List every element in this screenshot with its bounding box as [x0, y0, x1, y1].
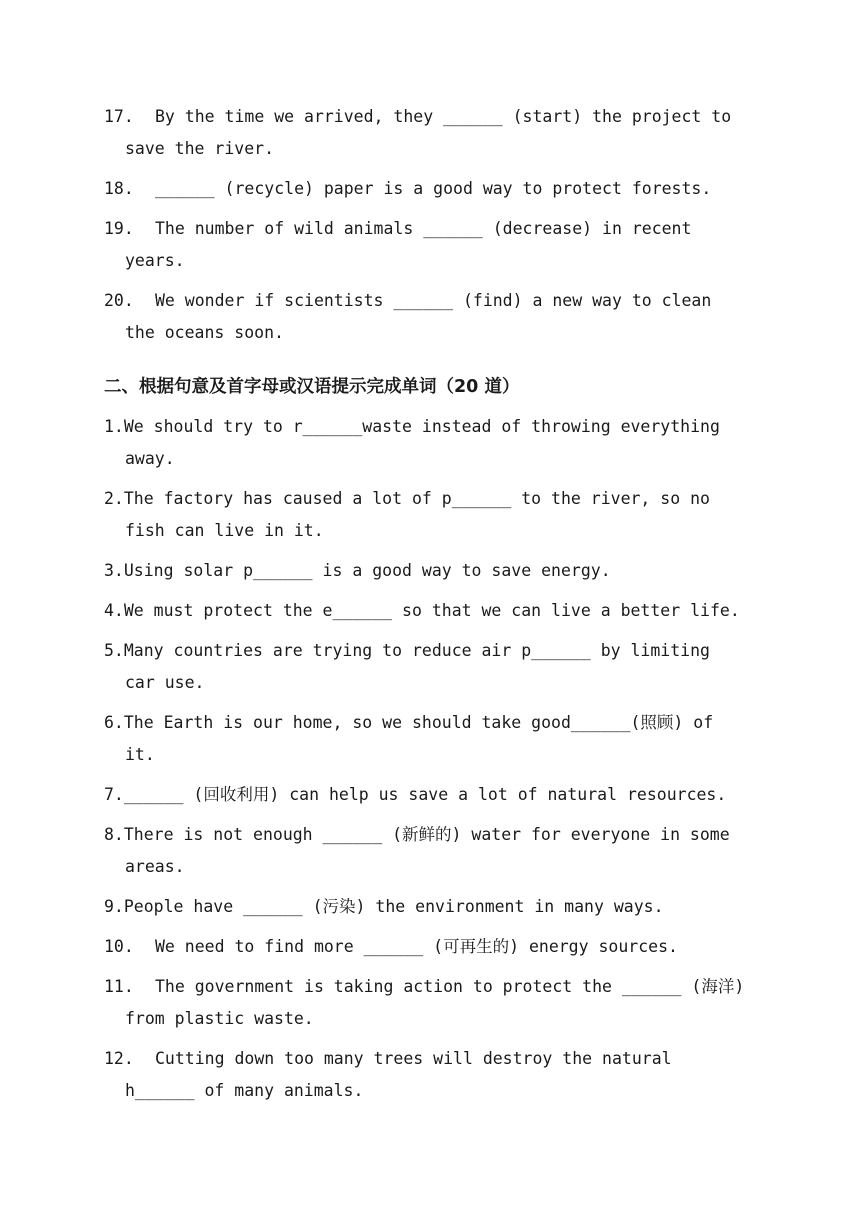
question-item: [104, 1043, 776, 1107]
question-number: 20.: [104, 291, 134, 310]
question-text: People have ______ (污染) the environment in many ways.: [123, 897, 664, 916]
question-text: We wonder if scientists ______ (find) a new way to clean: [155, 291, 712, 310]
question-number: 17.: [104, 107, 134, 126]
question-number: 19.: [104, 219, 134, 238]
section-2-questions: [104, 411, 776, 1107]
question-text: The government is taking action to protect the ______ (海洋): [155, 977, 745, 996]
section-1-questions: [104, 101, 776, 349]
question-item: [104, 779, 776, 811]
question-item: [104, 891, 776, 923]
question-number: 9.: [104, 897, 124, 916]
question-text-continued: away.: [125, 449, 175, 468]
question-text: ______ (recycle) paper is a good way to protect forests.: [155, 179, 712, 198]
question-text-continued: years.: [125, 251, 185, 270]
question-number: 8.: [104, 825, 124, 844]
question-item: [104, 931, 776, 963]
question-item: [104, 213, 776, 277]
question-text: Using solar p______ is a good way to save energy.: [123, 561, 611, 580]
question-text: The number of wild animals ______ (decrease) in recent: [155, 219, 692, 238]
section-2-heading: 二、根据句意及首字母或汉语提示完成单词（20 道）: [104, 377, 520, 397]
question-item: [104, 595, 776, 627]
question-number: 1.: [104, 417, 124, 436]
question-number: 18.: [104, 179, 134, 198]
question-text-continued: the oceans soon.: [125, 323, 284, 342]
question-text-continued: from plastic waste.: [125, 1009, 314, 1028]
question-item: [104, 971, 776, 1035]
question-item: [104, 635, 776, 699]
question-text: ______ (回收利用) can help us save a lot of natural resources.: [123, 785, 727, 804]
question-text: There is not enough ______ (新鲜的) water for everyone in some: [123, 825, 730, 844]
question-text: Cutting down too many trees will destroy the natural: [155, 1049, 672, 1068]
question-text-continued: save the river.: [125, 139, 275, 158]
question-text-continued: car use.: [125, 673, 205, 692]
question-number: 4.: [104, 601, 124, 620]
question-text: The factory has caused a lot of p______ to the river, so no: [123, 489, 710, 508]
question-text-continued: it.: [125, 745, 155, 764]
question-number: 11.: [104, 977, 134, 996]
question-text: We must protect the e______ so that we can live a better life.: [123, 601, 740, 620]
question-text-continued: h______ of many animals.: [125, 1081, 364, 1100]
question-item: [104, 411, 776, 475]
question-number: 6.: [104, 713, 124, 732]
question-item: [104, 173, 776, 205]
question-number: 2.: [104, 489, 124, 508]
question-number: 12.: [104, 1049, 134, 1068]
question-item: [104, 483, 776, 547]
question-item: [104, 285, 776, 349]
question-number: 10.: [104, 937, 134, 956]
question-text: The Earth is our home, so we should take good______(照顾) of: [123, 713, 714, 732]
question-item: [104, 101, 776, 165]
question-item: [104, 555, 776, 587]
question-number: 3.: [104, 561, 124, 580]
question-text: Many countries are trying to reduce air p______ by limiting: [123, 641, 710, 660]
question-text-continued: fish can live in it.: [125, 521, 324, 540]
question-item: [104, 819, 776, 883]
question-number: 7.: [104, 785, 124, 804]
question-item: [104, 707, 776, 771]
question-text: We should try to r______waste instead of throwing everything: [123, 417, 720, 436]
document-content: [104, 101, 776, 1115]
question-text: We need to find more ______ (可再生的) energy sources.: [155, 937, 678, 956]
question-text: By the time we arrived, they ______ (start) the project to: [155, 107, 732, 126]
question-text-continued: areas.: [125, 857, 185, 876]
question-number: 5.: [104, 641, 124, 660]
